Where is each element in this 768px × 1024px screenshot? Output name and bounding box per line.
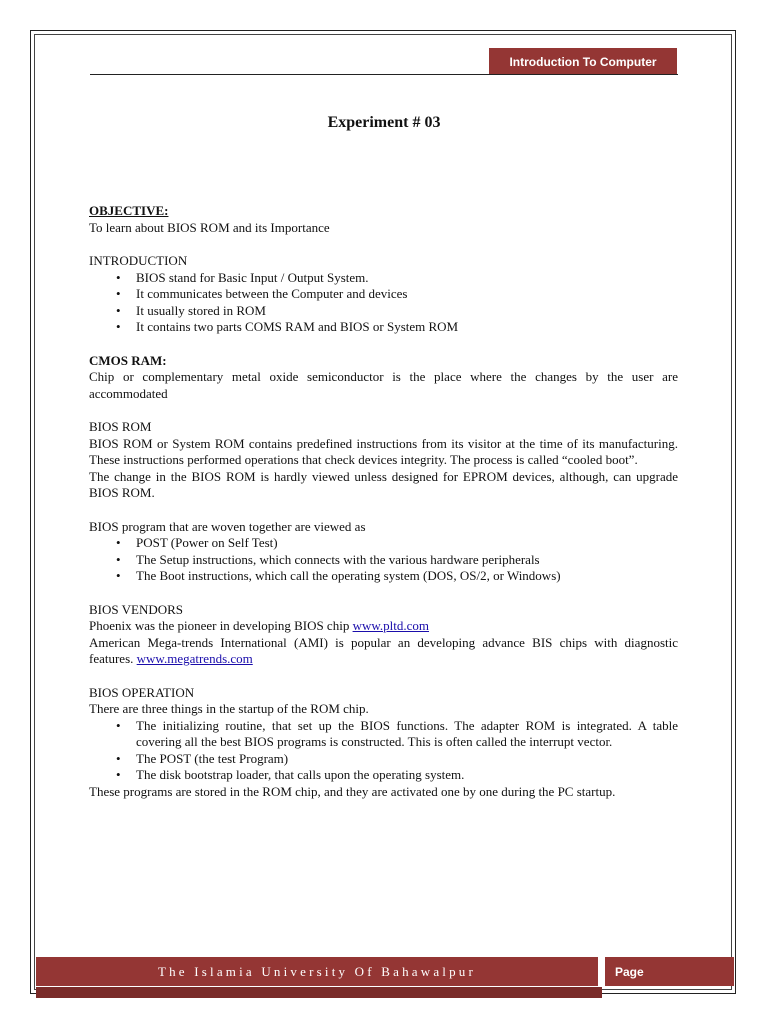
- introduction-list: [89, 270, 678, 336]
- footer-page-label: Page: [602, 957, 734, 986]
- bios-rom-paragraph-1: BIOS ROM or System ROM contains predefined instructions from its visitor at the time of its manufacturing. These instructions performed operations that check devices integrity. The process is called “cooled boot”.: [89, 435, 678, 467]
- footer-shadow: [36, 987, 602, 998]
- list-item: • The disk bootstrap loader, that calls upon the operating system.: [136, 767, 678, 784]
- bios-rom-paragraph-2: The change in the BIOS ROM is hardly viewed unless designed for EPROM devices, although, can upgrade BIOS ROM.: [89, 468, 678, 500]
- operation-heading: BIOS OPERATION: [89, 684, 195, 700]
- vendors-line-2-text: American Mega-trends International (AMI) is popular an developing advance BIS chips with diagnostic features.: [89, 634, 678, 666]
- page-title: Experiment # 03: [327, 114, 441, 131]
- cmos-heading: CMOS RAM:: [89, 352, 167, 368]
- operation-closing: These programs are stored in the ROM chip, and they are activated one by one during the PC startup.: [89, 783, 616, 799]
- introduction-heading: INTRODUCTION: [89, 253, 188, 268]
- programs-list: [89, 535, 678, 585]
- list-item: • It communicates between the Computer and devices: [136, 286, 678, 303]
- list-item: • The Setup instructions, which connects with the various hardware peripherals: [136, 552, 678, 569]
- pltd-link[interactable]: www.pltd.com: [352, 618, 430, 633]
- list-item: • It usually stored in ROM: [136, 303, 678, 320]
- document-body: [89, 203, 678, 800]
- list-item: • BIOS stand for Basic Input / Output System.: [136, 270, 678, 287]
- vendors-line-1: [89, 618, 678, 635]
- header-tab: Introduction To Computer: [489, 48, 677, 75]
- operation-list: [89, 718, 678, 784]
- megatrends-link[interactable]: www.megatrends.com: [136, 651, 253, 666]
- list-item: • The Boot instructions, which call the operating system (DOS, OS/2, or Windows): [136, 568, 678, 585]
- footer-university: The Islamia University Of Bahawalpur: [36, 957, 598, 986]
- list-item: • POST (Power on Self Test): [136, 535, 678, 552]
- objective-text: To learn about BIOS ROM and its Importance: [89, 219, 330, 235]
- operation-intro: There are three things in the startup of the ROM chip.: [89, 701, 369, 716]
- objective-heading: OBJECTIVE:: [89, 203, 169, 218]
- vendors-heading: BIOS VENDORS: [89, 601, 184, 617]
- list-item: • It contains two parts COMS RAM and BIOS or System ROM: [136, 319, 678, 336]
- programs-intro: BIOS program that are woven together are viewed as: [89, 518, 366, 534]
- list-item: • The initializing routine, that set up the BIOS functions. The adapter ROM is integrated. A table covering all the best BIOS programs is constructed. This is often called the interrupt vector.: [136, 718, 678, 751]
- bios-rom-heading: BIOS ROM: [89, 419, 152, 434]
- vendors-line-2: [89, 635, 678, 668]
- header-rule: [90, 74, 678, 75]
- cmos-text: Chip or complementary metal oxide semiconductor is the place where the changes by the user are accommodated: [89, 369, 678, 401]
- list-item: • The POST (the test Program): [136, 751, 678, 768]
- vendors-line-1-text: Phoenix was the pioneer in developing BIOS chip: [89, 618, 353, 633]
